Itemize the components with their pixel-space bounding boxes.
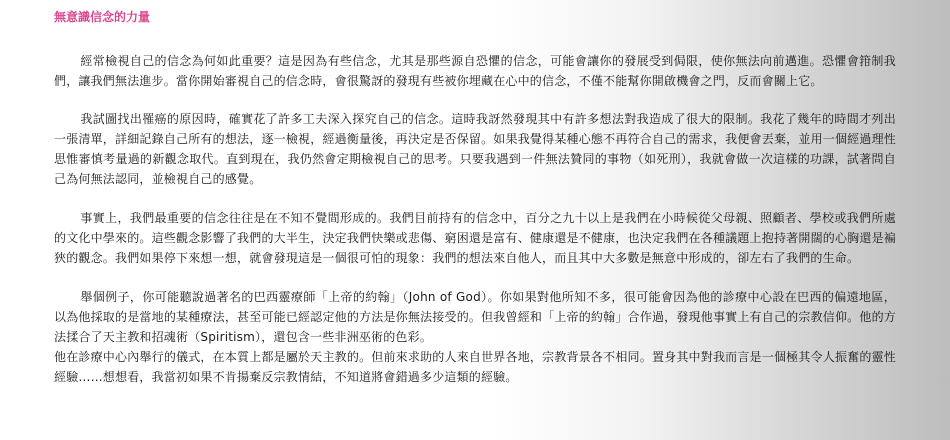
paragraph-4: 舉個例子，你可能聽說過著名的巴西靈療師「上帝的約翰」（John of God）。你如果對他所知不多，很可能會因為他的診療中心設在巴西的偏遠地區，以為他採取的是當地的某種療法，甚至可能已經認定他的方法是你無法接受的。但我曾經和「上帝的約翰」合作過，發現他事實上有自己的宗教信仰。他的方法揉合了天主教和招魂術（Spiritism），還包含一些非洲巫術的色彩。 bbox=[54, 290, 896, 344]
paragraph-3: 事實上，我們最重要的信念往往是在不知不覺間形成的。我們目前持有的信念中，百分之九十以上是我們在小時候從父母親、照顧者、學校或我們所處的文化中學來的。這些觀念影響了我們的大半生，決定我們快樂或悲傷、窮困還是富有、健康還是不健康，也決定我們在各種議題上抱持著開闊的心胸還是褊狹的觀念。我們如果停下來想一想，就會發現這是一個很可怕的現象：我們的想法來自他人，而且其中大多數是無意中形成的，卻左右了我們的生命。 bbox=[54, 211, 896, 265]
paragraph-1: 經常檢視自己的信念為何如此重要？這是因為有些信念，尤其是那些源自恐懼的信念，可能會讓你的發展受到侷限，使你無法向前邁進。恐懼會箝制我們，讓我們無法進步。當你開始審視自己的信念時，會很驚訝的發現有些被你埋藏在心中的信念，不僅不能幫你開啟機會之門，反而會關上它。 bbox=[54, 54, 896, 88]
article-title: 無意識信念的力量 bbox=[54, 10, 151, 24]
paragraph-2: 我試圖找出罹癌的原因時，確實花了許多工夫深入探究自己的信念。這時我訝然發現其中有許多想法對我造成了很大的限制。我花了幾年的時間才列出一張清單，詳細記錄自己所有的想法，逐一檢視，經過衡量後，再決定是否保留。如果我覺得某種心態不再符合自己的需求，我便會丟棄，並用一個經過理性思惟審慎考量過的新觀念取代。直到現在，我仍然會定期檢視自己的思考。只要我遇到一件無法贊同的事物（如死刑），我就會做一次這樣的功課，試著問自己為何無法認同，並檢視自己的感覺。 bbox=[54, 112, 896, 186]
article bbox=[54, 0, 896, 387]
paragraph-5: 他在診療中心內舉行的儀式，在本質上都是屬於天主教的。但前來求助的人來自世界各地，宗教背景各不相同。置身其中對我而言是一個極其令人振奮的靈性經驗……想想看，我當初如果不肯揚棄反宗教情結，不知道將會錯過多少這類的經驗。 bbox=[54, 350, 896, 384]
